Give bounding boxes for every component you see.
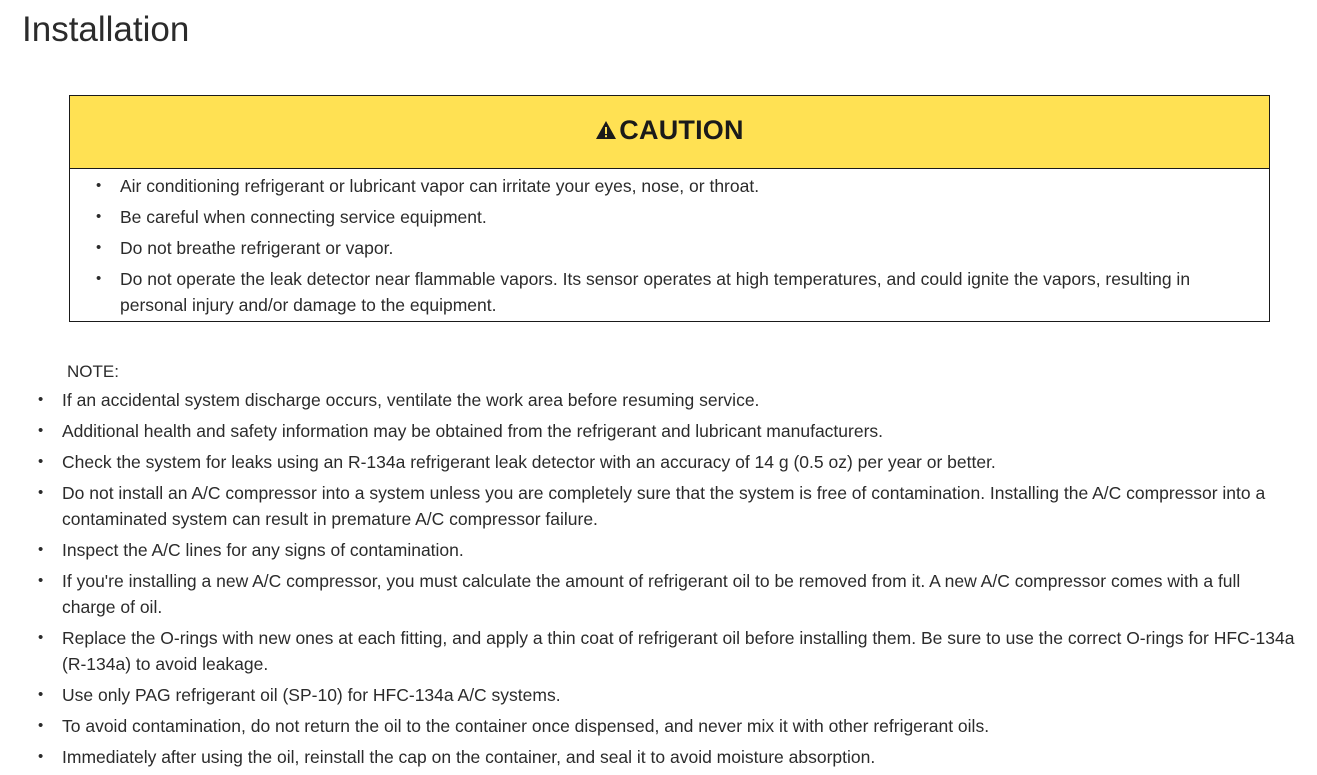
note-item: • Immediately after using the oil, reinstall the cap on the container, and seal it to avoid moisture absorption. (0, 744, 1317, 770)
caution-title-text: CAUTION (619, 114, 744, 145)
caution-box (69, 95, 1270, 322)
caution-title (595, 115, 743, 146)
caution-item: • Be careful when connecting service equipment. (70, 204, 1269, 230)
caution-item: • Do not operate the leak detector near flammable vapors. Its sensor operates at high temperatures, and could ignite the vapors, resulting in personal injury and/or damage to the equipment. (70, 266, 1269, 318)
note-item: • To avoid contamination, do not return the oil to the container once dispensed, and never mix it with other refrigerant oils. (0, 713, 1317, 739)
note-item: • Replace the O-rings with new ones at each fitting, and apply a thin coat of refrigerant oil before installing them. Be sure to use the correct O-rings for HFC-134a (R-134a) to avoid leakage. (0, 625, 1317, 677)
caution-item: • Air conditioning refrigerant or lubricant vapor can irritate your eyes, nose, or throat. (70, 173, 1269, 199)
caution-item: • Do not breathe refrigerant or vapor. (70, 235, 1269, 261)
note-item: • Check the system for leaks using an R-134a refrigerant leak detector with an accuracy of 14 g (0.5 oz) per year or better. (0, 449, 1317, 475)
note-item: • Inspect the A/C lines for any signs of contamination. (0, 537, 1317, 563)
note-item: • If you're installing a new A/C compressor, you must calculate the amount of refrigerant oil to be removed from it. A new A/C compressor comes with a full charge of oil. (0, 568, 1317, 620)
caution-header (70, 96, 1269, 169)
warning-triangle-icon (595, 120, 617, 140)
caution-list (70, 169, 1269, 318)
note-item: • Additional health and safety information may be obtained from the refrigerant and lubricant manufacturers. (0, 418, 1317, 444)
note-item: • If an accidental system discharge occurs, ventilate the work area before resuming service. (0, 387, 1317, 413)
note-list (0, 387, 1317, 775)
note-label: NOTE: (67, 362, 119, 381)
page-title: Installation (22, 10, 190, 49)
note-item: • Do not install an A/C compressor into a system unless you are completely sure that the system is free of contamination. Installing the A/C compressor into a contaminated system can result in premature A/C compressor failure. (0, 480, 1317, 532)
note-item: • Use only PAG refrigerant oil (SP-10) for HFC-134a A/C systems. (0, 682, 1317, 708)
